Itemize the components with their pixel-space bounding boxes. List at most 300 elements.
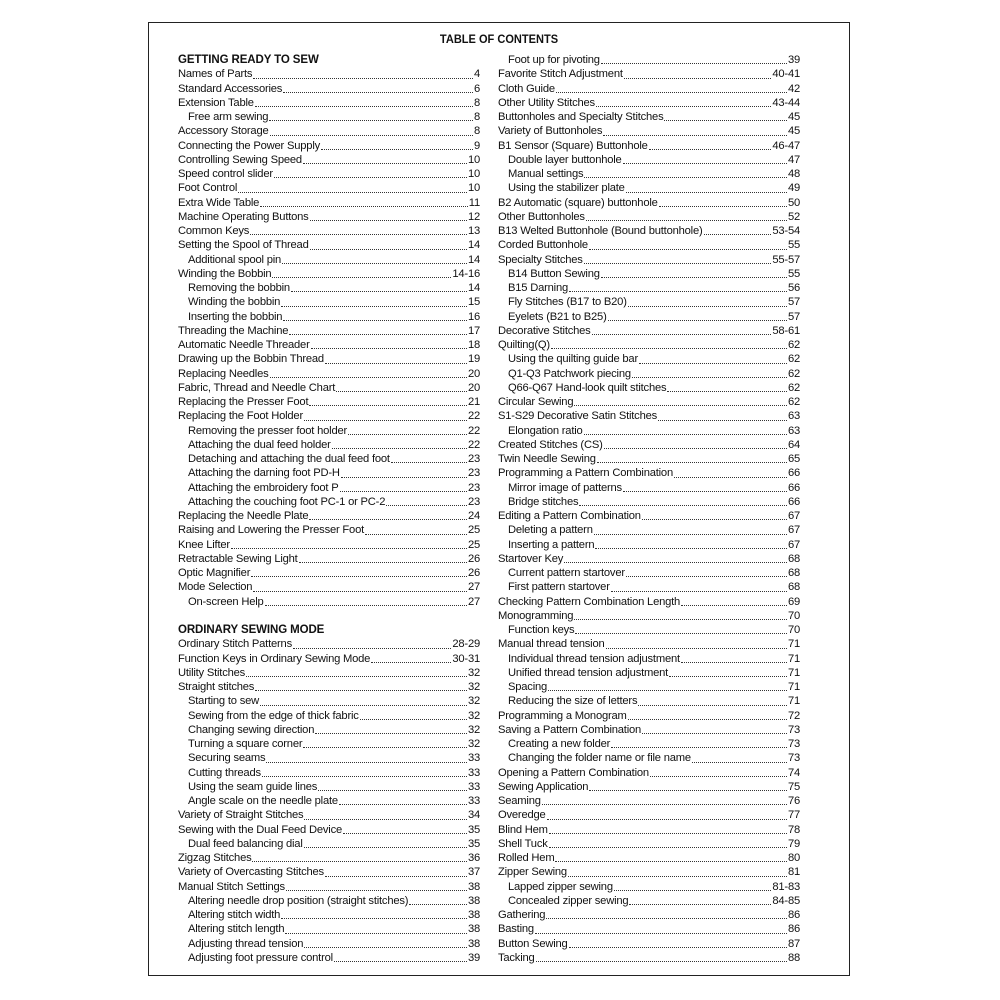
page-number: 38 xyxy=(467,923,480,936)
page-number: 26 xyxy=(467,567,480,579)
page-number: 64 xyxy=(787,438,800,451)
entry-label: Using the seam guide lines xyxy=(188,780,318,793)
toc-subentry[interactable] xyxy=(178,937,480,951)
toc-entry[interactable] xyxy=(498,837,800,851)
toc-entry[interactable] xyxy=(498,110,800,124)
entry-label: Drawing up the Bobbin Thread xyxy=(178,353,324,366)
toc-subentry[interactable] xyxy=(178,709,480,723)
toc-subentry[interactable] xyxy=(178,908,480,922)
page-number: 45 xyxy=(787,111,800,123)
page-number: 56 xyxy=(787,282,800,294)
toc-entry[interactable] xyxy=(498,595,800,609)
dot-leader xyxy=(603,135,787,136)
page-number: 28-29 xyxy=(452,638,480,651)
entry-label: Rolled Hem xyxy=(498,852,555,864)
page-number: 88 xyxy=(787,951,800,964)
toc-entry[interactable] xyxy=(178,67,480,81)
page-number: 50 xyxy=(787,196,800,209)
page-number: 22 xyxy=(467,410,480,423)
page-number: 57 xyxy=(787,296,800,309)
entry-label: Q1-Q3 Patchwork piecing xyxy=(508,367,631,380)
dot-leader xyxy=(341,477,467,478)
page-number: 24 xyxy=(467,510,480,522)
entry-label: Threading the Machine xyxy=(178,324,289,337)
dot-leader xyxy=(270,135,473,136)
dot-leader xyxy=(592,334,772,335)
toc-entry[interactable] xyxy=(498,466,800,480)
dot-leader xyxy=(343,833,467,834)
page-number: 55-57 xyxy=(772,253,800,266)
toc-subentry[interactable] xyxy=(498,352,800,366)
entry-label: B13 Welted Buttonhole (Bound buttonhole) xyxy=(498,225,703,237)
page-number: 66 xyxy=(787,481,800,494)
toc-entry[interactable] xyxy=(178,139,480,153)
page-number: 14 xyxy=(467,282,480,294)
entry-label: Detaching and attaching the dual feed foot xyxy=(188,453,390,465)
toc-entry[interactable] xyxy=(178,210,480,224)
entry-label: Controlling Sewing Speed xyxy=(178,153,302,166)
entry-label: Setting the Spool of Thread xyxy=(178,239,309,252)
toc-subentry[interactable] xyxy=(178,466,480,480)
toc-subentry[interactable] xyxy=(178,110,480,124)
dot-leader xyxy=(575,633,787,634)
page-number: 9 xyxy=(473,139,480,152)
toc-entry[interactable] xyxy=(178,851,480,865)
page-number: 14-16 xyxy=(452,267,480,280)
page-number: 66 xyxy=(787,495,800,508)
dot-leader xyxy=(664,120,786,121)
entry-label: Utility Stitches xyxy=(178,666,246,679)
entry-label: Free arm sewing xyxy=(188,111,269,123)
entry-label: B1 Sensor (Square) Buttonhole xyxy=(498,139,648,152)
toc-entry[interactable] xyxy=(498,96,800,110)
entry-label: Deleting a pattern xyxy=(508,524,593,537)
entry-label: Lapped zipper sewing xyxy=(508,880,613,893)
toc-entry[interactable] xyxy=(178,509,480,523)
toc-subentry[interactable] xyxy=(498,751,800,765)
entry-label: Winding the Bobbin xyxy=(178,267,272,280)
toc-subentry[interactable] xyxy=(498,281,800,295)
page-number: 12 xyxy=(467,210,480,223)
toc-entry[interactable] xyxy=(178,153,480,167)
toc-subentry[interactable] xyxy=(498,894,800,908)
entry-label: On-screen Help xyxy=(188,595,264,608)
toc-entry[interactable] xyxy=(498,609,800,623)
toc-entry[interactable] xyxy=(178,224,480,238)
entry-label: Attaching the embroidery foot P xyxy=(188,481,339,494)
page-number: 10 xyxy=(467,168,480,180)
dot-leader xyxy=(304,819,467,820)
page-number: 34 xyxy=(467,809,480,822)
entry-label: Optic Magnifier xyxy=(178,567,251,579)
toc-subentry[interactable] xyxy=(498,181,800,195)
page-number: 25 xyxy=(467,538,480,551)
toc-subentry[interactable] xyxy=(178,922,480,936)
toc-entry[interactable] xyxy=(178,352,480,366)
entry-label: Elongation ratio xyxy=(508,424,583,437)
dot-leader xyxy=(303,747,467,748)
page-number: 4 xyxy=(473,68,480,81)
toc-subentry[interactable] xyxy=(178,766,480,780)
toc-entry[interactable] xyxy=(178,367,480,381)
toc-entry[interactable] xyxy=(498,253,800,267)
toc-entry[interactable] xyxy=(178,381,480,395)
toc-entry[interactable] xyxy=(498,224,800,238)
dot-leader xyxy=(281,306,467,307)
toc-subentry[interactable] xyxy=(498,538,800,552)
page-number: 10 xyxy=(467,153,480,166)
entry-label: Manual Stitch Settings xyxy=(178,880,285,893)
toc-subentry[interactable] xyxy=(178,481,480,495)
toc-entry[interactable] xyxy=(498,937,800,951)
entry-label: Accessory Storage xyxy=(178,125,269,138)
dot-leader xyxy=(391,462,467,463)
toc-subentry[interactable] xyxy=(178,295,480,309)
toc-subentry[interactable] xyxy=(498,153,800,167)
dot-leader xyxy=(569,291,787,292)
toc-entry[interactable] xyxy=(178,167,480,181)
toc-subentry[interactable] xyxy=(498,652,800,666)
dot-leader xyxy=(704,234,772,235)
toc-entry[interactable] xyxy=(498,922,800,936)
toc-entry[interactable] xyxy=(178,652,480,666)
toc-entry[interactable] xyxy=(178,523,480,537)
page-number: 14 xyxy=(467,239,480,252)
dot-leader xyxy=(238,192,467,193)
toc-entry[interactable] xyxy=(178,124,480,138)
toc-entry[interactable] xyxy=(498,124,800,138)
toc-entry[interactable] xyxy=(498,723,800,737)
toc-entry[interactable] xyxy=(178,96,480,110)
toc-entry[interactable] xyxy=(178,823,480,837)
toc-subentry[interactable] xyxy=(498,880,800,894)
dot-leader xyxy=(272,277,451,278)
entry-label: Manual thread tension xyxy=(498,638,605,651)
dot-leader xyxy=(608,320,787,321)
toc-subentry[interactable] xyxy=(178,951,480,965)
page-number: 18 xyxy=(467,339,480,351)
entry-label: Cutting threads xyxy=(188,766,261,779)
toc-entry[interactable] xyxy=(498,709,800,723)
toc-entry[interactable] xyxy=(498,823,800,837)
toc-entry[interactable] xyxy=(498,766,800,780)
dot-leader xyxy=(629,904,771,905)
dot-leader xyxy=(624,78,772,79)
dot-leader xyxy=(265,605,467,606)
page-number: 46-47 xyxy=(772,139,800,152)
entry-label: Button Sewing xyxy=(498,937,568,950)
dot-leader xyxy=(250,234,467,235)
toc-subentry[interactable] xyxy=(498,295,800,309)
toc-subentry[interactable] xyxy=(178,737,480,751)
toc-subentry[interactable] xyxy=(178,253,480,267)
toc-entry[interactable] xyxy=(178,409,480,423)
entry-label: Common Keys xyxy=(178,225,250,237)
dot-leader xyxy=(266,762,467,763)
entry-label: Function Keys in Ordinary Sewing Mode xyxy=(178,652,371,665)
page-number: 30-31 xyxy=(452,652,480,665)
toc-entry[interactable] xyxy=(178,552,480,566)
entry-label: Speed control slider xyxy=(178,168,273,180)
page-number: 77 xyxy=(787,809,800,822)
section-gap xyxy=(178,609,480,623)
toc-entry[interactable] xyxy=(498,794,800,808)
toc-subentry[interactable] xyxy=(178,438,480,452)
dot-leader xyxy=(556,92,787,93)
toc-subentry[interactable] xyxy=(178,894,480,908)
dot-leader xyxy=(262,776,467,777)
entry-label: Bridge stitches xyxy=(508,495,579,508)
entry-label: Blind Hem xyxy=(498,823,548,836)
dot-leader xyxy=(628,719,787,720)
toc-entry[interactable] xyxy=(178,82,480,96)
page-number: 32 xyxy=(467,695,480,708)
toc-entry[interactable] xyxy=(178,865,480,879)
dot-leader xyxy=(589,249,787,250)
toc-entry[interactable] xyxy=(178,538,480,552)
page-number: 6 xyxy=(473,82,480,95)
toc-subentry[interactable] xyxy=(498,495,800,509)
entry-label: Gathering xyxy=(498,909,546,921)
page-number: 49 xyxy=(787,182,800,195)
toc-entry[interactable] xyxy=(498,509,800,523)
page-number: 87 xyxy=(787,937,800,950)
page-number: 67 xyxy=(787,538,800,551)
toc-entry[interactable] xyxy=(178,680,480,694)
dot-leader xyxy=(360,719,467,720)
toc-entry[interactable] xyxy=(178,196,480,210)
entry-label: Adjusting thread tension xyxy=(188,937,304,950)
toc-entry[interactable] xyxy=(178,181,480,195)
dot-leader xyxy=(667,391,787,392)
dot-leader xyxy=(285,933,467,934)
entry-label: Replacing Needles xyxy=(178,367,269,380)
toc-subentry[interactable] xyxy=(498,580,800,594)
dot-leader xyxy=(551,348,787,349)
toc-subentry[interactable] xyxy=(498,566,800,580)
entry-label: Machine Operating Buttons xyxy=(178,210,309,223)
toc-subentry[interactable] xyxy=(178,452,480,466)
toc-subentry[interactable] xyxy=(178,794,480,808)
entry-label: Sewing Application xyxy=(498,780,589,793)
dot-leader xyxy=(255,690,467,691)
dot-leader xyxy=(639,363,787,364)
entry-label: Monogramming xyxy=(498,609,574,622)
toc-entry[interactable] xyxy=(178,566,480,580)
dot-leader xyxy=(304,847,467,848)
toc-subentry[interactable] xyxy=(498,694,800,708)
toc-subentry[interactable] xyxy=(178,694,480,708)
toc-entry[interactable] xyxy=(178,580,480,594)
toc-entry[interactable] xyxy=(498,238,800,252)
entry-label: Ordinary Stitch Patterns xyxy=(178,638,292,651)
dot-leader xyxy=(604,448,787,449)
dot-leader xyxy=(681,662,787,663)
toc-subentry[interactable] xyxy=(498,267,800,281)
entry-label: Fly Stitches (B17 to B20) xyxy=(508,296,627,309)
toc-subentry[interactable] xyxy=(498,424,800,438)
page-number: 32 xyxy=(467,709,480,722)
toc-subentry[interactable] xyxy=(498,367,800,381)
toc-entry[interactable] xyxy=(498,637,800,651)
dot-leader xyxy=(325,363,467,364)
entry-label: Attaching the couching foot PC-1 or PC-2 xyxy=(188,495,386,508)
toc-entry[interactable] xyxy=(178,324,480,338)
toc-subentry[interactable] xyxy=(178,751,480,765)
entry-label: Replacing the Presser Foot xyxy=(178,396,309,408)
toc-entry[interactable] xyxy=(178,338,480,352)
toc-subentry[interactable] xyxy=(498,310,800,324)
page-number: 57 xyxy=(787,310,800,323)
dot-leader xyxy=(270,377,467,378)
toc-entry[interactable] xyxy=(498,452,800,466)
page-number: 62 xyxy=(787,367,800,380)
entry-label: Additional spool pin xyxy=(188,253,282,266)
toc-subentry[interactable] xyxy=(178,595,480,609)
entry-label: Basting xyxy=(498,923,534,936)
toc-subentry[interactable] xyxy=(498,523,800,537)
toc-entry[interactable] xyxy=(498,851,800,865)
toc-entry[interactable] xyxy=(178,267,480,281)
dot-leader xyxy=(549,833,787,834)
page-number: 38 xyxy=(467,880,480,893)
dot-leader xyxy=(658,420,787,421)
page-number: 33 xyxy=(467,795,480,807)
page-number: 71 xyxy=(787,666,800,679)
entry-label: S1-S29 Decorative Satin Stitches xyxy=(498,410,658,423)
toc-entry[interactable] xyxy=(178,238,480,252)
dot-leader xyxy=(546,918,787,919)
toc-subentry[interactable] xyxy=(498,623,800,637)
dot-leader xyxy=(564,562,787,563)
dot-leader xyxy=(325,876,467,877)
entry-label: Sewing from the edge of thick fabric xyxy=(188,709,359,722)
dot-leader xyxy=(246,676,467,677)
toc-entry[interactable] xyxy=(498,438,800,452)
toc-entry[interactable] xyxy=(498,409,800,423)
toc-entry[interactable] xyxy=(498,951,800,965)
toc-subentry[interactable] xyxy=(498,680,800,694)
entry-label: Automatic Needle Threader xyxy=(178,339,310,351)
dot-leader xyxy=(549,847,787,848)
page-number: 38 xyxy=(467,937,480,950)
toc-subentry[interactable] xyxy=(178,281,480,295)
toc-subentry[interactable] xyxy=(178,495,480,509)
toc-subentry[interactable] xyxy=(178,424,480,438)
page-number: 79 xyxy=(787,837,800,850)
toc-entry[interactable] xyxy=(498,324,800,338)
toc-subentry[interactable] xyxy=(178,723,480,737)
entry-label: Programming a Pattern Combination xyxy=(498,467,673,480)
toc-subentry[interactable] xyxy=(178,310,480,324)
toc-subentry[interactable] xyxy=(498,381,800,395)
page-number: 38 xyxy=(467,909,480,921)
dot-leader xyxy=(289,334,467,335)
page-number: 62 xyxy=(787,353,800,366)
dot-leader xyxy=(606,648,787,649)
entry-label: Decorative Stitches xyxy=(498,324,591,337)
entry-label: Spacing xyxy=(508,681,548,693)
dot-leader xyxy=(339,804,467,805)
toc-entry[interactable] xyxy=(498,139,800,153)
toc-entry[interactable] xyxy=(498,67,800,81)
toc-entry[interactable] xyxy=(178,637,480,651)
dot-leader xyxy=(574,619,787,620)
toc-entry[interactable] xyxy=(498,210,800,224)
entry-label: Turning a square corner xyxy=(188,738,303,750)
entry-label: Retractable Sewing Light xyxy=(178,552,298,565)
page-number: 62 xyxy=(787,381,800,394)
toc-entry[interactable] xyxy=(498,338,800,352)
toc-subentry[interactable] xyxy=(498,481,800,495)
page-number: 13 xyxy=(467,225,480,237)
toc-subentry[interactable] xyxy=(498,167,800,181)
toc-entry[interactable] xyxy=(498,82,800,96)
dot-leader xyxy=(304,420,467,421)
toc-entry[interactable] xyxy=(178,395,480,409)
page-number: 68 xyxy=(787,552,800,565)
toc-entry[interactable] xyxy=(498,395,800,409)
page-number: 26 xyxy=(467,552,480,565)
entry-label: Replacing the Foot Holder xyxy=(178,410,303,423)
entry-label: Foot Control xyxy=(178,182,238,195)
entry-label: Extra Wide Table xyxy=(178,196,260,209)
page-number: 37 xyxy=(467,866,480,879)
toc-entry[interactable] xyxy=(178,880,480,894)
entry-label: Favorite Stitch Adjustment xyxy=(498,68,623,81)
toc-entry[interactable] xyxy=(498,552,800,566)
entry-label: Inserting the bobbin xyxy=(188,310,283,323)
dot-leader xyxy=(293,648,451,649)
dot-leader xyxy=(597,462,787,463)
toc-subentry[interactable] xyxy=(498,737,800,751)
toc-entry[interactable] xyxy=(498,908,800,922)
dot-leader xyxy=(638,705,787,706)
toc-subentry[interactable] xyxy=(178,780,480,794)
page-number: 23 xyxy=(467,467,480,480)
toc-subentry[interactable] xyxy=(498,666,800,680)
entry-label: Starting to sew xyxy=(188,695,259,708)
toc-subentry[interactable] xyxy=(498,53,800,67)
page-number: 20 xyxy=(467,367,480,380)
dot-leader xyxy=(310,220,467,221)
dot-leader xyxy=(584,177,787,178)
toc-entry[interactable] xyxy=(498,865,800,879)
dot-leader xyxy=(311,348,467,349)
toc-entry[interactable] xyxy=(498,808,800,822)
entry-label: Reducing the size of letters xyxy=(508,695,638,708)
entry-label: Programming a Monogram xyxy=(498,709,627,722)
section-heading: GETTING READY TO SEW xyxy=(178,54,319,66)
toc-entry[interactable] xyxy=(498,196,800,210)
page-number: 15 xyxy=(467,296,480,309)
toc-subentry[interactable] xyxy=(178,837,480,851)
entry-label: Tacking xyxy=(498,951,535,964)
entry-label: Using the stabilizer plate xyxy=(508,182,625,195)
toc-entry[interactable] xyxy=(498,780,800,794)
page-number: 81 xyxy=(787,866,800,879)
page-number: 68 xyxy=(787,567,800,579)
toc-entry[interactable] xyxy=(178,808,480,822)
toc-entry[interactable] xyxy=(178,666,480,680)
dot-leader xyxy=(611,591,787,592)
dot-leader xyxy=(291,291,467,292)
dot-leader xyxy=(321,149,473,150)
page-number: 21 xyxy=(467,396,480,408)
dot-leader xyxy=(586,220,787,221)
page-number: 8 xyxy=(473,111,480,123)
dot-leader xyxy=(584,434,787,435)
